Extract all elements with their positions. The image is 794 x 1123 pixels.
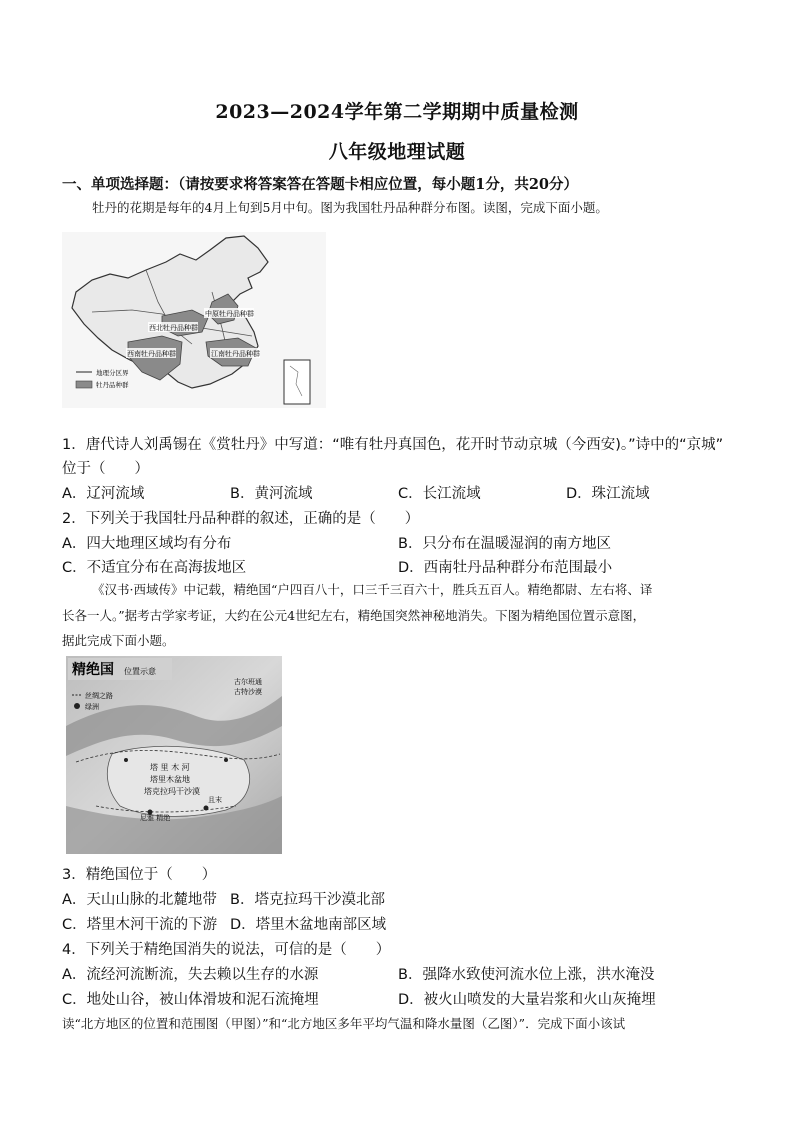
label-xibei: 西北牡丹品种群 <box>149 324 198 332</box>
q3-option-a: A．天山山脉的北麓地带 <box>62 892 217 908</box>
q3-option-d: D．塔里木盆地南部区域 <box>230 917 387 933</box>
legend-oasis: 绿洲 <box>85 703 99 711</box>
q2-option-a: A．四大地理区域均有分布 <box>62 536 232 552</box>
exam-subtitle: 八年级地理试题 <box>328 141 466 163</box>
q2-option-d: D．西南牡丹品种群分布范围最小 <box>398 560 613 576</box>
passage-jingjue-line2: 长各一人。”据考古学家考证，大约在公元4世纪左右，精绝国突然神秘地消失。下图为精绝国位置示意图， <box>62 608 646 623</box>
question-1-line2: 位于（ ） <box>62 461 149 477</box>
map2-title: 精绝国 <box>72 662 114 678</box>
legend-silk-road: 丝绸之路 <box>85 692 113 700</box>
passage-jingjue-line3: 据此完成下面小题。 <box>62 633 175 648</box>
question-4: 4．下列关于精绝国消失的说法，可信的是（ ） <box>62 942 391 958</box>
question-2: 2．下列关于我国牡丹品种群的叙述，正确的是（ ） <box>62 511 420 527</box>
label-zhongyuan: 中原牡丹品种群 <box>205 310 254 318</box>
question-3: 3．精绝国位于（ ） <box>62 867 217 883</box>
label-xinan: 西南牡丹品种群 <box>127 350 176 358</box>
q4-option-d: D．被火山喷发的大量岩浆和火山灰掩埋 <box>398 992 656 1008</box>
passage-peony: 牡丹的花期是每年的4月上旬到5月中旬。图为我国牡丹品种群分布图。读图，完成下面小题。 <box>92 200 608 215</box>
section-heading: 一、单项选择题：（请按要求将答案答在答题卡相应位置，每小题1分，共20分） <box>62 176 579 193</box>
label-gurbantunggut-1: 古尔班通 <box>234 678 262 686</box>
q1-option-d: D．珠江流域 <box>566 486 650 502</box>
q1-option-c: C．长江流域 <box>398 486 481 502</box>
label-qiemo: 且末 <box>208 796 222 804</box>
question-1-line1: 1．唐代诗人刘禹锡在《赏牡丹》中写道：“唯有牡丹真国色，花开时节动京城（今西安)。”诗中的“京城” <box>62 437 724 453</box>
label-jiangnan: 江南牡丹品种群 <box>211 350 260 358</box>
label-gurbantunggut-2: 古特沙漠 <box>234 688 262 696</box>
label-taklamakan: 塔克拉玛干沙漠 <box>144 787 200 796</box>
q3-option-b: B．塔克拉玛干沙漠北部 <box>230 892 385 908</box>
q4-option-b: B．强降水致使河流水位上涨，洪水淹没 <box>398 967 655 983</box>
q4-option-c: C．地处山谷，被山体滑坡和泥石流掩埋 <box>62 992 319 1008</box>
jingjue-location-map <box>66 656 282 854</box>
passage-jingjue-line1: 《汉书·西域传》中记载，精绝国“户四百八十，口三千三百六十，胜兵五百人。精绝都尉、左右将、译 <box>92 582 653 597</box>
peony-distribution-map <box>62 232 326 408</box>
label-tarim-river: 塔 里 木 河 <box>150 763 190 772</box>
q2-option-c: C．不适宜分布在高海拔地区 <box>62 560 247 576</box>
q4-option-a: A．流经河流断流，失去赖以生存的水源 <box>62 967 319 983</box>
q3-option-c: C．塔里木河干流的下游 <box>62 917 218 933</box>
q1-option-b: B．黄河流域 <box>230 486 313 502</box>
legend-peony: 牡丹品种群 <box>96 381 129 389</box>
q1-option-a: A．辽河流域 <box>62 486 145 502</box>
label-niya-jingjue: 尼雅 精绝 <box>140 814 171 822</box>
q2-option-b: B．只分布在温暖湿润的南方地区 <box>398 536 611 552</box>
label-tarim-basin: 塔里木盆地 <box>150 775 190 784</box>
exam-title: 2023—2024学年第二学期期中质量检测 <box>215 101 579 123</box>
passage-north-region: 读“北方地区的位置和范围图（甲图）”和“北方地区多年平均气温和降水量图（乙图）”．完成下面小该试 <box>62 1016 626 1031</box>
map2-title-small: 位置示意 <box>124 667 156 676</box>
legend-boundary: 地理分区界 <box>96 369 129 377</box>
